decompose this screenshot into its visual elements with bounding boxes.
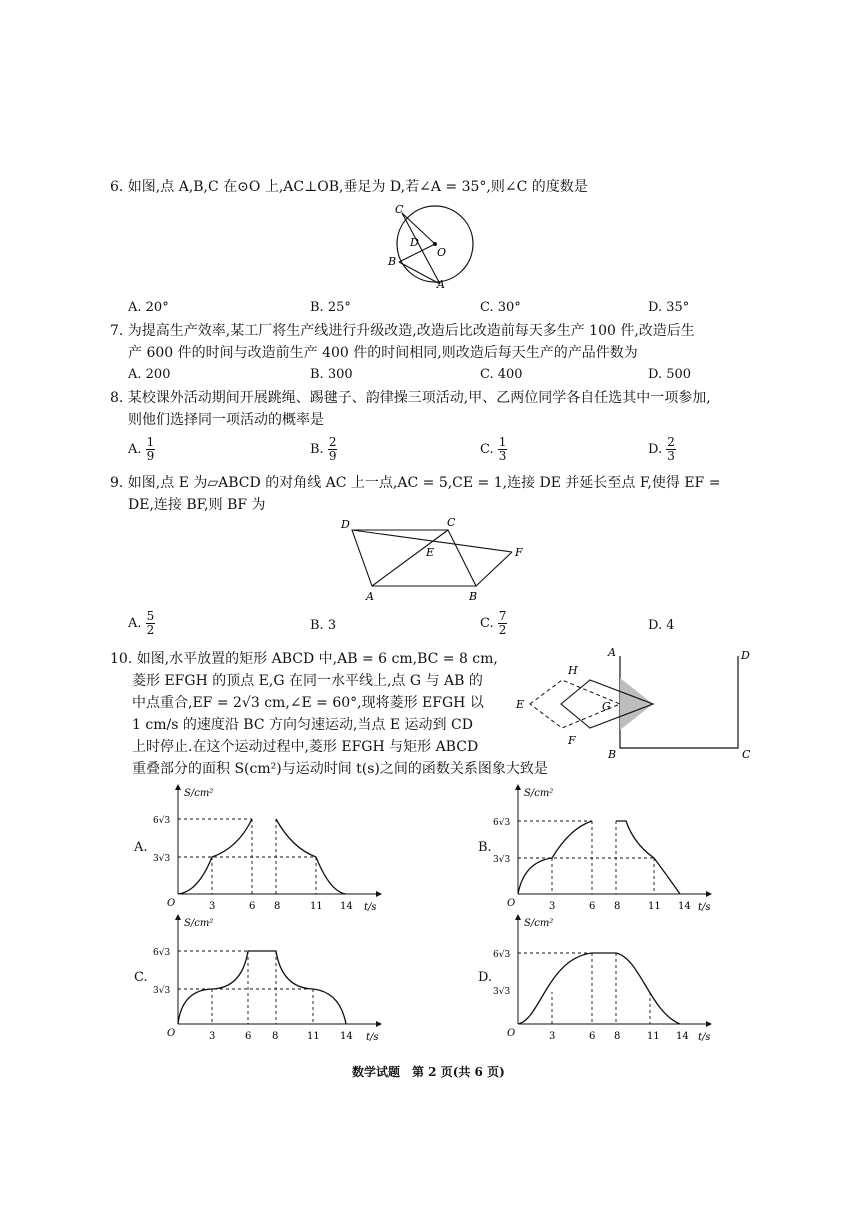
label-a: A [608,646,616,659]
x-tick-8: 8 [614,1031,621,1042]
q6-stem: 6. 如图,点 A,B,C 在⊙O 上,AC⊥OB,垂足为 D,若∠A = 35°,则∠C 的度数是 [110,179,588,195]
y-tick-6r3: 6√3 [153,948,171,958]
q10-line-2: 菱形 EFGH 的顶点 E,G 在同一水平线上,点 G 与 AB 的 [132,673,483,689]
q10-line-4: 1 cm/s 的速度沿 BC 方向匀速运动,当点 E 运动到 CD [132,717,473,733]
graph-a [150,782,390,912]
graph-a-curve [178,819,346,894]
x-tick-11: 11 [647,1031,660,1042]
q7-option-c: C. 400 [480,367,523,382]
graph-d-curve [518,953,680,1024]
overlap-shade [620,678,653,730]
label-f: F [515,546,523,559]
y-axis-label: S/cm² [524,918,554,929]
q6-option-a: A. 20° [128,300,169,315]
label-b: B [608,748,617,761]
x-tick-14: 14 [678,901,691,912]
q9-option-b: B. 3 [310,618,337,633]
graph-b-option: B. [478,840,492,855]
x-tick-6: 6 [245,1031,252,1042]
x-tick-11: 11 [310,901,323,912]
label-o: O [437,246,447,259]
label-c: C [447,516,456,529]
y-axis-label: S/cm² [184,788,214,799]
x-tick-6: 6 [589,901,596,912]
q7-line-1: 7. 为提高生产效率,某工厂将生产线进行升级改造,改造后比改造前每天多生产 100 件,改造后生 [110,323,695,339]
origin-label: O [167,898,176,909]
x-tick-3: 3 [549,901,556,912]
label-h: H [568,664,578,677]
q6-option-c: C. 30° [480,300,521,315]
q7-option-d: D. 500 [648,367,692,382]
x-tick-8: 8 [272,1031,279,1042]
label-e: E [426,546,435,559]
graph-a-option: A. [134,840,148,855]
q6-circle-figure [385,198,485,290]
y-tick-3r3: 3√3 [153,854,171,864]
graph-b-curve [518,821,680,894]
label-b: B [469,590,478,603]
q9-line-2: DE,连接 BF,则 BF 为 [128,497,266,513]
x-tick-3: 3 [209,1031,216,1042]
x-tick-6: 6 [589,1031,596,1042]
label-d: D [741,649,750,662]
q7-option-b: B. 300 [310,367,353,382]
y-tick-3r3: 3√3 [153,986,171,996]
page-footer: 数学试题 第 2 页(共 6 页) [352,1065,505,1079]
label-g: G [602,700,611,713]
graph-b [490,782,730,912]
y-tick-3r3: 3√3 [493,855,511,865]
y-tick-6r3: 6√3 [153,816,171,826]
q9-option-a: A. $\frac{5}{2}$ [128,609,155,637]
q6-option-b: B. 25° [310,300,351,315]
q8-line-1: 8. 某校课外活动期间开展跳绳、踢毽子、韵律操三项活动,甲、乙两位同学各自任选其中一项参加, [110,390,711,406]
x-tick-8: 8 [274,901,281,912]
graph-d-option: D. [478,970,493,985]
q9-parallelogram-figure [336,514,536,604]
origin-label: O [167,1028,176,1039]
label-d: D [410,236,419,249]
x-axis-label: t/s [366,1032,379,1042]
segment-bf [476,552,512,586]
q8-line-2: 则他们选择同一项活动的概率是 [128,412,324,428]
graph-c-option: C. [134,970,148,985]
graph-c-curve [178,951,346,1024]
q10-rectangle-rhombus-figure [510,644,760,764]
x-tick-3: 3 [549,1031,556,1042]
y-tick-6r3: 6√3 [493,950,511,960]
q7-line-2: 产 600 件的时间与改造前生产 400 件的时间相同,则改造后每天生产的产品件数为 [128,345,638,361]
x-tick-14: 14 [340,1031,353,1042]
label-a: A [437,278,445,290]
label-d: D [341,518,350,531]
label-b: B [388,255,397,268]
q6-option-d: D. 35° [648,300,690,315]
q10-line-3: 中点重合,EF = 2√3 cm,∠E = 60°,现将菱形 EFGH 以 [132,695,484,711]
x-tick-8: 8 [614,901,621,912]
y-tick-3r3: 3√3 [493,987,511,997]
origin-label: O [507,1028,516,1039]
y-axis-label: S/cm² [184,918,214,929]
y-axis-label: S/cm² [524,788,554,799]
label-e: E [516,698,525,711]
q10-line-5: 上时停止.在这个运动过程中,菱形 EFGH 与矩形 ABCD [132,739,479,755]
x-tick-11: 11 [648,901,661,912]
x-tick-14: 14 [676,1031,689,1042]
label-a: A [366,590,374,603]
label-c: C [395,203,404,216]
label-f: F [568,734,576,747]
graph-d [490,912,730,1042]
q10-line-6: 重叠部分的面积 S(cm²)与运动时间 t(s)之间的函数关系图象大致是 [132,761,548,777]
q9-option-d: D. 4 [648,618,675,633]
origin-label: O [507,898,516,909]
x-tick-14: 14 [340,901,353,912]
label-c: C [742,748,751,761]
q7-option-a: A. 200 [128,367,171,382]
q8-option-d: D. $\frac{2}{3}$ [648,435,675,463]
x-axis-label: t/s [698,1032,711,1042]
q8-option-a: A. $\frac{1}{9}$ [128,435,155,463]
q9-option-c: C. $\frac{7}{2}$ [480,609,507,637]
y-tick-6r3: 6√3 [493,818,511,828]
x-tick-3: 3 [209,901,216,912]
x-axis-label: t/s [364,902,377,912]
q9-line-1: 9. 如图,点 E 为▱ABCD 的对角线 AC 上一点,AC = 5,CE = 1,连接 DE 并延长至点 F,使得 EF = [110,475,721,491]
x-tick-11: 11 [307,1031,320,1042]
q8-option-b: B. $\frac{2}{9}$ [310,435,337,463]
graph-c [150,912,390,1042]
x-axis-label: t/s [698,902,711,912]
q8-option-c: C. $\frac{1}{3}$ [480,435,507,463]
x-tick-6: 6 [249,901,256,912]
q10-line-1: 10. 如图,水平放置的矩形 ABCD 中,AB = 6 cm,BC = 8 cm, [110,651,498,667]
